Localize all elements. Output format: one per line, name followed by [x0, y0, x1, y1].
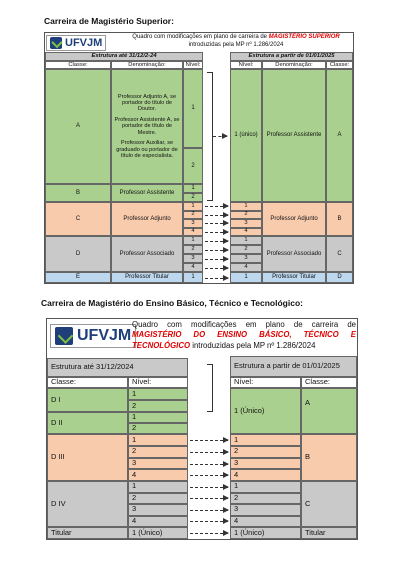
table2-new-nivel-b1: 1	[230, 434, 301, 446]
ufvjm-logo-2-icon	[55, 327, 73, 345]
table2-arrow-div-3	[190, 510, 228, 511]
ufvjm-logo-2	[50, 323, 136, 349]
table2-brace	[207, 364, 213, 412]
table2-title-pre: Quadro com modificações em plano de carreira de	[132, 320, 356, 329]
table1-nivel-b2: 2	[183, 193, 203, 202]
table1-col-classe-new: Classe:	[326, 61, 353, 69]
table1-nivel-c1: 1	[183, 202, 203, 211]
table1-left-header: Estrutura até 31/12/2-24	[45, 52, 203, 61]
table1-new-nivel-b1: 1	[230, 202, 262, 211]
table1-new-denominacao-a: Professor Assistente	[262, 69, 326, 202]
table2-new-nivel-c4: 4	[230, 516, 301, 528]
table1-nivel-d2: 2	[183, 245, 203, 254]
table1-new-denominacao-d: Professor Titular	[262, 272, 326, 283]
table2-classe-div: D IV	[47, 481, 128, 527]
table2-new-nivel-b3: 3	[230, 458, 301, 470]
table2-nivel-div-2: 2	[128, 493, 188, 505]
table1-new-classe-c: C	[326, 236, 353, 272]
table1-new-nivel-c2: 2	[230, 245, 262, 254]
table2-arrow-diii-2	[190, 452, 228, 453]
table2-nivel-titular: 1 (Único)	[128, 527, 188, 539]
table1-nivel-b1: 1	[183, 184, 203, 193]
table2-new-nivel-c1: 1	[230, 481, 301, 493]
ufvjm-logo-text: UFVJM	[65, 37, 103, 49]
table2-col-classe-new: Classe:	[301, 377, 357, 388]
table2-left-header: Estrutura até 31/12/2024	[47, 358, 188, 377]
table1-right-header: Estrutura a partir de 01/01/2025	[230, 52, 353, 61]
table1-nivel-a2: 2	[183, 148, 203, 184]
heading-magisterio-superior: Carreira de Magistério Superior:	[44, 16, 174, 26]
table2-col-nivel: Nível:	[128, 377, 188, 388]
table1-new-nivel-a: 1 (único)	[230, 69, 262, 202]
table1-denominacao-b: Professor Assistente	[111, 184, 183, 202]
table2-col-nivel-new: Nível:	[230, 377, 301, 388]
table1-new-nivel-c3: 3	[230, 254, 262, 263]
table1-nivel-a1: 1	[183, 69, 203, 148]
table1-denominacao-e: Professor Titular	[111, 272, 183, 283]
table1-nivel-c3: 3	[183, 219, 203, 228]
table1-col-classe: Classe:	[45, 61, 111, 69]
table1-new-nivel-d: 1	[230, 272, 262, 283]
table1-title-post: introduzidas pela MP nº 1.286/2024	[188, 41, 284, 48]
table1-denominacao-d: Professor Associado	[111, 236, 183, 272]
table1-col-nivel-new: Nível:	[230, 61, 262, 69]
table1-arrow-c1	[205, 206, 228, 207]
table2-arrow-diii-3	[190, 464, 228, 465]
table2-arrow-titular	[190, 533, 228, 534]
table2-title-highlight: MAGISTÉRIO DO ENSINO BÁSICO, TÉCNICO E TECNOLÓGICO	[132, 330, 356, 350]
table1-classe-e: E	[45, 272, 111, 283]
table1-col-nivel: Nível:	[183, 61, 203, 69]
table2-new-classe-b: B	[301, 434, 357, 481]
table1-classe-c: C	[45, 202, 111, 236]
table2-new-nivel-b2: 2	[230, 446, 301, 458]
table1-new-classe-a: A	[326, 69, 353, 202]
table2-nivel-di-1: 1	[128, 388, 188, 400]
table2-new-nivel-c2: 2	[230, 493, 301, 505]
table1-arrow-d2	[205, 250, 228, 251]
table2-nivel-di-2: 2	[128, 400, 188, 412]
table1-nivel-c4: 4	[183, 228, 203, 237]
ufvjm-logo	[46, 34, 106, 52]
table1-denominacao-c: Professor Adjunto	[111, 202, 183, 236]
table2-arrow-div-1	[190, 487, 228, 488]
table1-new-nivel-c4: 4	[230, 263, 262, 272]
table1-col-denominacao: Denominação:	[111, 61, 183, 69]
table1-new-classe-b: B	[326, 202, 353, 236]
table2-nivel-diii-1: 1	[128, 434, 188, 446]
table2-new-nivel-c3: 3	[230, 504, 301, 516]
table1-arrow-c4	[205, 232, 228, 233]
table1-nivel-d3: 3	[183, 254, 203, 263]
table1-new-nivel-b2: 2	[230, 211, 262, 220]
table1-classe-d: D	[45, 236, 111, 272]
table1-new-denominacao-c: Professor Associado	[262, 236, 326, 272]
table2-new-classe-c: C	[301, 481, 357, 527]
table2-new-nivel-b4: 4	[230, 469, 301, 481]
table1-new-nivel-b4: 4	[230, 228, 262, 237]
table2-nivel-diii-4: 4	[128, 469, 188, 481]
table2-arrow-diii-1	[190, 440, 228, 441]
table1-title	[120, 34, 352, 50]
table2-new-classe-a: A	[301, 388, 357, 434]
table1-den-a-adjunto: Professor Adjunto A, se portador do título de Doutor.	[117, 93, 177, 113]
table2-nivel-div-4: 4	[128, 516, 188, 528]
table1-nivel-d1: 1	[183, 236, 203, 245]
table1-den-a-auxiliar: Professor Auxiliar, se graduado ou portador de título de especialista.	[116, 140, 178, 159]
table1-arrow-c3	[205, 223, 228, 224]
ufvjm-logo-icon	[50, 37, 62, 49]
table2-arrow-div-2	[190, 498, 228, 499]
table2-col-classe: Classe:	[47, 377, 128, 388]
table2-classe-titular: Titular	[47, 527, 128, 539]
table1-arrow-e	[205, 278, 228, 279]
table2-new-nivel-a: 1 (Único)	[230, 388, 301, 434]
table2-nivel-div-3: 3	[128, 504, 188, 516]
table1-col-denominacao-new: Denominação:	[262, 61, 326, 69]
table1-nivel-d4: 4	[183, 263, 203, 272]
table2-arrow-diii-4	[190, 475, 228, 476]
table1-new-nivel-b3: 3	[230, 219, 262, 228]
table2-classe-dii: D II	[47, 412, 128, 434]
table1-den-a-assistente: Professor Assistente A, se portador de título de Mestre.	[114, 116, 180, 136]
table2-classe-diii: D III	[47, 434, 128, 481]
table1-new-denominacao-b: Professor Adjunto	[262, 202, 326, 236]
table1-arrow-d1	[205, 241, 228, 242]
table1-nivel-c2: 2	[183, 211, 203, 220]
table1-arrow-d3	[205, 259, 228, 260]
table1-title-highlight: MAGISTÉRIO SUPERIOR	[268, 34, 340, 40]
table2-new-nivel-titular: 1 (Único)	[230, 527, 301, 539]
table1-arrow-c2	[205, 215, 228, 216]
table1-nivel-e1: 1	[183, 272, 203, 283]
table2-right-header: Estrutura a partir de 01/01/2025	[230, 356, 357, 377]
table2-nivel-div-1: 1	[128, 481, 188, 493]
table2-nivel-diii-2: 2	[128, 446, 188, 458]
table1-new-classe-d: D	[326, 272, 353, 283]
heading-ebtt: Carreira de Magistério do Ensino Básico, Técnico e Tecnológico:	[41, 298, 303, 308]
ufvjm-logo-2-text: UFVJM	[77, 327, 132, 344]
table2-nivel-dii-1: 1	[128, 412, 188, 423]
table1-title-pre: Quadro com modificações em plano de carreira de	[132, 34, 269, 40]
table2-classe-di: D I	[47, 388, 128, 412]
table2-nivel-diii-3: 3	[128, 458, 188, 470]
table1-arrow-a	[213, 136, 227, 137]
table2-nivel-dii-2: 2	[128, 423, 188, 434]
table1-denominacao-a	[111, 69, 183, 184]
table1-classe-b: B	[45, 184, 111, 202]
table1-classe-a: A	[45, 69, 111, 184]
table2-arrow-div-4	[190, 521, 228, 522]
table2-new-classe-titular: Titular	[301, 527, 357, 539]
table2-title-post: introduzidas pela MP nº 1.286/2024	[190, 340, 316, 350]
table2-title	[132, 320, 356, 351]
table1-arrow-d4	[205, 268, 228, 269]
table1-new-nivel-c1: 1	[230, 236, 262, 245]
